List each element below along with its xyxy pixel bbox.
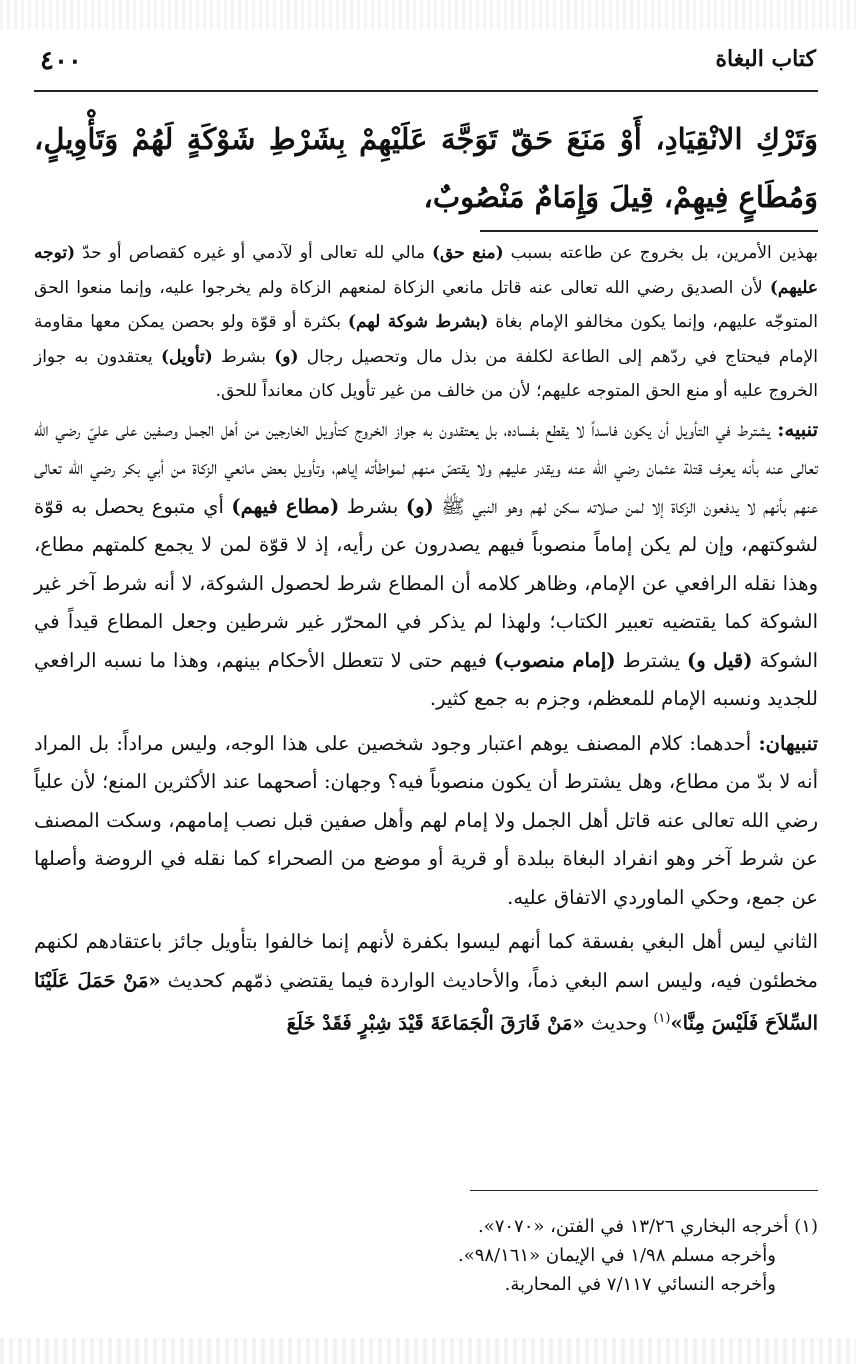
text-run: بشرط bbox=[339, 494, 406, 518]
hadith-quote: «مَنْ فَارَقَ الْجَمَاعَةَ قَيْدَ شِبْرٍ فَقَدْ خَلَعَ bbox=[286, 1011, 585, 1035]
matn-term: (و) bbox=[274, 346, 299, 367]
running-title: كتاب البغاة bbox=[715, 46, 816, 72]
matn-term: (توجه عليهم) bbox=[34, 243, 818, 298]
page-header bbox=[40, 46, 816, 86]
text-run: مالي لله تعالى أو لآدمي أو غيره كقصاص أو حدّ bbox=[75, 243, 432, 263]
text-run: وحديث bbox=[584, 1011, 654, 1035]
commentary bbox=[34, 236, 818, 1043]
matn-term: (منع حق) bbox=[432, 243, 504, 263]
matn-term: (إمام منصوب) bbox=[494, 648, 616, 672]
commentary-block-2 bbox=[34, 411, 818, 719]
tanbih-heading: تنبيه: bbox=[777, 417, 818, 441]
commentary-block-1 bbox=[34, 236, 818, 409]
text-run: بهذين الأمرين، بل بخروج عن طاعته بسبب bbox=[503, 243, 818, 263]
text-run: يشترط في التأويل أن يكون فاسداً لا يقطع بفساده، بل يعتقدون به جواز الخروج كتأويل الخارجين من أهل الجمل وصفين على عليّ رضي الله تعالى عنه بأنه يعرف قتلة عثمان رضي الله عنه ويقدر عليهم ولا يقتصّ منهم لمواطأته إياهم، وتأويل بعض مانعي الزكاة من أبي بكر رضي الله تعالى عنهم بأنهم لا يدفعون الزكاة إلا لمن صلاته سكن لهم وهو النبي ﷺ bbox=[34, 417, 818, 518]
matn-term: (و) bbox=[405, 494, 434, 518]
text-run: أحدهما: كلام المصنف يوهم اعتبار وجود شخصين على هذا الوجه، وليس مراداً: بل المراد أنه لا بدّ من مطاع، وهل يشترط أن يكون منصوباً فيه؟ وجهان: أصحهما عند الأكثرين المنع؛ لأن علياً رضي الله تعالى عنه قاتل أهل الجمل ولا إمام لهم وأهل صفين قبل نصب إمامهم، وسكت المصنف عن شرط آخر وهو انفراد البغاة ببلدة أو قرية أو موضع من الصحراء كما نقله في الروضة وأصلها عن جمع، وحكي الماوردي الاتفاق عليه. bbox=[34, 731, 818, 909]
footnote-separator bbox=[470, 1190, 818, 1191]
tanbihan-heading: تنبيهان: bbox=[758, 731, 818, 755]
text-run: لأن الصديق رضي الله تعالى عنه قاتل مانعي الزكاة لمنعهم الزكاة ولم يخرجوا عليه، وإنما منعوا الحق المتوجّه عليهم، وإنما يكون مخالفو الإمام بغاة bbox=[34, 277, 818, 332]
page-number: ٤٠٠ bbox=[40, 46, 82, 76]
matn-term: (تأويل) bbox=[160, 346, 213, 367]
text-run: يعتقدون به جواز الخروج عليه أو منع الحق المتوجه عليهم؛ لأن من خالف من غير تأويل كان معانداً للحق. bbox=[34, 346, 818, 401]
matn-term: (مطاع فيهم) bbox=[231, 494, 340, 518]
text-run: الثاني ليس أهل البغي بفسقة كما أنهم ليسوا بكفرة لأنهم إنما خالفوا بتأويل جائز باعتقادهم لكنهم مخطئون فيه، وليس اسم البغي ذماً، والأحاديث الواردة فيما يقتضي ذمّهم كحديث bbox=[34, 930, 818, 992]
footnotes bbox=[34, 1212, 818, 1299]
matn-text: وَتَرْكِ الانْقِيَادِ، أَوْ مَنَعَ حَقّ تَوَجَّهَ عَلَيْهِمْ بِشَرْطِ شَوْكَةٍ لَهُمْ وَتَأْوِيلٍ، وَمُطَاعٍ فِيهِمْ، قِيلَ وَإِمَامٌ مَنْصُوبٌ، bbox=[34, 122, 818, 214]
text-run: أي متبوع يحصل به قوّة لشوكتهم، وإن لم يكن إماماً منصوباً فيهم يصدرون عن رأيه، إذ لا قوّة لمن لا يجمع كلمتهم مطاع، وهذا نقله الرافعي عن الإمام، وظاهر كلامه أن المطاع شرط لحصول الشوكة، لا أنه شرط آخر غير الشوكة كما يقتضيه تعبير الكتاب؛ ولهذا لم يذكر في المحرّر غير شرطين وجعل المطاع قيداً في الشوكة bbox=[34, 494, 819, 672]
matn-separator bbox=[480, 230, 818, 232]
footnote-line: وأخرجه النسائي ٧/١١٧ في المحاربة. bbox=[504, 1274, 776, 1295]
footnote-line: (١) أخرجه البخاري ١٣/٢٦ في الفتن، «٧٠٧٠». bbox=[477, 1216, 818, 1237]
hadith-quote: «مَنْ حَمَلَ عَلَيْنَا السِّلاَحَ فَلَيْسَ مِنَّا» bbox=[34, 968, 818, 1035]
footnote-line: وأخرجه مسلم ١/٩٨ في الإيمان «٩٨/١٦١». bbox=[457, 1245, 776, 1266]
matn-term: (قيل و) bbox=[687, 648, 753, 672]
commentary-block-4 bbox=[34, 923, 818, 1043]
text-run: فيهم حتى لا تتعطل الأحكام بينهم، وهذا ما نسبه الرافعي للجديد ونسبه الإمام للمعظم، وجزم به جمع كثير. bbox=[34, 648, 818, 710]
text-run: بشرط bbox=[212, 346, 275, 367]
header-rule bbox=[34, 90, 818, 92]
text-run: يشترط bbox=[615, 648, 688, 672]
commentary-block-3 bbox=[34, 725, 818, 918]
text-run: بكثرة أو قوّة ولو بحصن يمكن معها مقاومة الإمام فيحتاج في ردّهم إلى الطاعة لكلفة من بذل مال وتحصيل رجال bbox=[34, 312, 819, 367]
matn-term: (بشرط شوكة لهم) bbox=[347, 312, 489, 332]
scan-edge-bottom bbox=[0, 1338, 856, 1364]
scan-edge-top bbox=[0, 0, 856, 30]
footnote-ref: (١) bbox=[653, 1011, 671, 1026]
